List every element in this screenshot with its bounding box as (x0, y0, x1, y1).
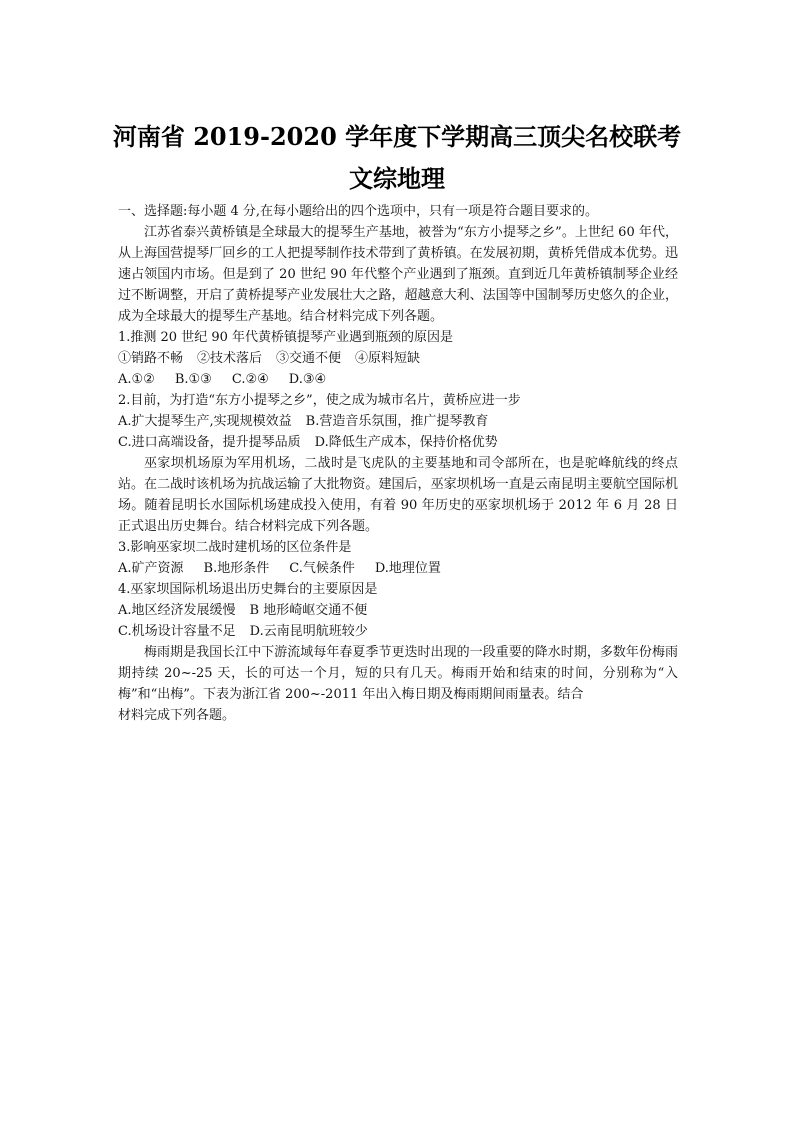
q1-option-a: A.①② (118, 372, 155, 387)
q1-option-b: B.①③ (174, 372, 212, 387)
question-4-stem: 4.巫家坝国际机场退出历史舞台的主要原因是 (118, 582, 378, 597)
question-2-options-cd (118, 432, 678, 453)
q1-item: ①销路不畅 (118, 351, 184, 366)
q2-option-d: D.降低生产成本，保持价格优势 (314, 435, 498, 450)
q4-option-d: D.云南昆明航班较少 (249, 624, 368, 639)
question-3-options (118, 558, 678, 579)
q2-option-a: A.扩大提琴生产,实现规模效益 (118, 414, 292, 429)
question-4-options-ab (118, 600, 678, 621)
passage-huangqiao: 江苏省泰兴黄桥镇是全球最大的提琴生产基地，被誉为“东方小提琴之乡”。上世纪 60 年代，从上海国营提琴厂回乡的工人把提琴制作技术带到了黄桥镇。在发展初期，黄桥凭借成本优势。迅速占领国内市场。但是到了 20 世纪 90 年代整个产业遇到了瓶颈。直到近几年黄桥镇制琴企业经过不断调整，开启了黄桥提琴产业发展壮大之路，超越意大利、法国等中国制琴历史悠久的企业，成为全球最大的提琴生产基地。结合材料完成下列各题。 (118, 225, 678, 324)
question-1-items (118, 348, 678, 369)
q2-option-c: C.进口高端设备，提升提琴品质 (118, 435, 301, 450)
q3-option-a: A.矿产资源 (118, 561, 184, 576)
q1-option-c: C.②④ (231, 372, 269, 387)
q1-item: ④原料短缺 (355, 351, 421, 366)
passage-meiyu-end: 材料完成下列各题。 (118, 708, 236, 723)
question-2-options-ab (118, 411, 678, 432)
passage-meiyu: 梅雨期是我国长江中下游流域每年春夏季节更迭时出现的一段重要的降水时期，多数年份梅雨期持续 20~-25 天，长的可达一个月，短的只有几天。梅雨开始和结束的时间，分别称为“入梅”和“出梅”。下表为浙江省 200~-2011 年出入梅日期及梅雨期间雨量表。结合 (118, 645, 678, 702)
question-3-stem: 3.影响巫家坝二战时建机场的区位条件是 (118, 540, 352, 555)
question-4-options-cd (118, 621, 678, 642)
q3-option-c: C.气候条件 (289, 561, 355, 576)
question-1-stem: 1.推测 20 世纪 90 年代黄桥镇提琴产业遇到瓶颈的原因是 (118, 330, 454, 345)
question-2-stem: 2.目前，为打造“东方小提琴之乡”，使之成为城市名片，黄桥应进一步 (118, 393, 521, 408)
exam-title: 河南省 2019-2020 学年度下学期高三顶尖名校联考 (112, 122, 682, 151)
section-header: 一、选择题:每小题 4 分,在每小题给出的四个选项中，只有一项是符合题目要求的。 (118, 204, 599, 219)
q3-option-b: B.地形条件 (203, 561, 270, 576)
q4-option-c: C.机场设计容量不足 (118, 624, 236, 639)
q4-option-b: B 地形崎岖交通不便 (249, 603, 368, 618)
q3-option-d: D.地理位置 (374, 561, 441, 576)
q1-item: ②技术落后 (197, 351, 263, 366)
q1-item: ③交通不便 (276, 351, 342, 366)
q2-option-b: B.营造音乐氛围，推广提琴教育 (305, 414, 489, 429)
q4-option-a: A.地区经济发展缓慢 (118, 603, 236, 618)
passage-wujiaba: 巫家坝机场原为军用机场，二战时是飞虎队的主要基地和司令部所在，也是驼峰航线的终点站。在二战时该机场为抗战运输了大批物资。建国后，巫家坝机场一直是云南昆明主要航空国际机场。随着昆明长水国际机场建成投入使用，有着 90 年历史的巫家坝机场于 2012 年 6 月 28 日正式退出历史舞台。结合材料完成下列各题。 (118, 456, 678, 534)
subject-title: 文综地理 (349, 164, 445, 193)
question-1-options (118, 369, 678, 390)
q1-option-d: D.③④ (288, 372, 327, 387)
exam-body (118, 201, 678, 726)
